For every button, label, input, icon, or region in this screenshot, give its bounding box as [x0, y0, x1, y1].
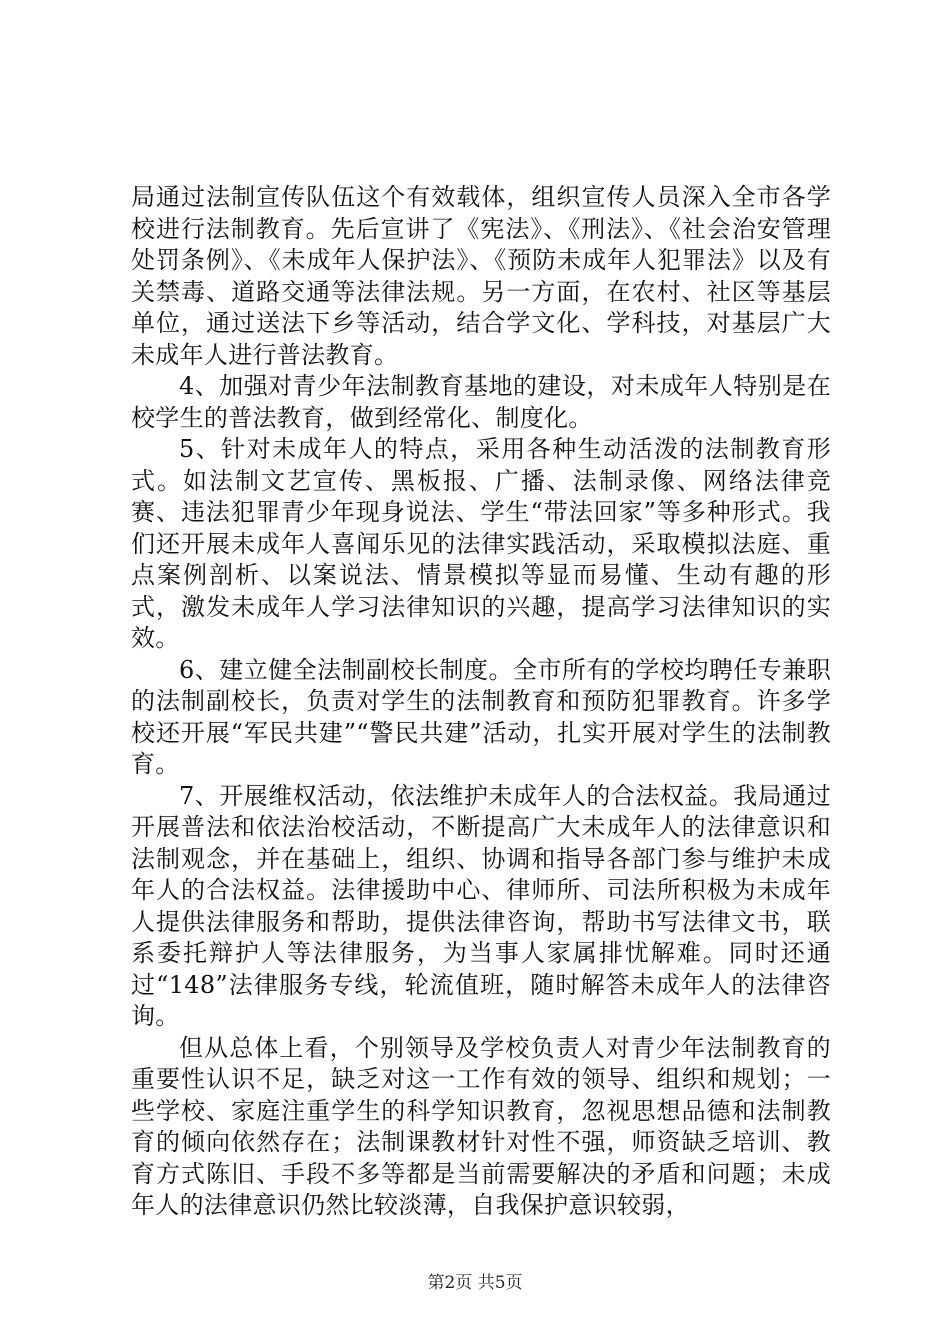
paragraph-item-6: 6、建立健全法制副校长制度。全市所有的学校均聘任专兼职的法制副校长，负责对学生的法制教育和预防犯罪教育。许多学校还开展“军民共建”“警民共建”活动，扎实开展对学生的法制教育。 — [131, 655, 831, 778]
paragraph-item-4: 4、加强对青少年法制教育基地的建设，对未成年人特别是在校学生的普法教育，做到经常化、制度化。 — [131, 372, 831, 432]
paragraph-item-7: 7、开展维权活动，依法维护未成年人的合法权益。我局通过开展普法和依法治校活动，不断提高广大未成年人的法律意识和法制观念，并在基础上，组织、协调和指导各部门参与维护未成年人的合法权益。法律援助中心、律师所、司法所积极为未成年人提供法律服务和帮助，提供法律咨询，帮助书写法律文书，联系委托辩护人等法律服务，为当事人家属排忧解难。同时还通过“148”法律服务专线，轮流值班，随时解答未成年人的法律咨询。 — [131, 781, 831, 1030]
paragraph-summary: 但从总体上看，个别领导及学校负责人对青少年法制教育的重要性认识不足，缺乏对这一工作有效的领导、组织和规划；一些学校、家庭注重学生的科学知识教育，忽视思想品德和法制教育的倾向依然存在；法制课教材针对性不强，师资缺乏培训、教育方式陈旧、手段不多等都是当前需要解决的矛盾和问题；未成年人的法律意识仍然比较淡薄，自我保护意识较弱， — [131, 1033, 831, 1219]
paragraph-item-5: 5、针对未成年人的特点，采用各种生动活泼的法制教育形式。如法制文艺宣传、黑板报、广播、法制录像、网络法律竞赛、违法犯罪青少年现身说法、学生“带法回家”等多种形式。我们还开展未成年人喜闻乐见的法律实践活动，采取模拟法庭、重点案例剖析、以案说法、情景模拟等显而易懂、生动有趣的形式，激发未成年人学习法律知识的兴趣，提高学习法律知识的实效。 — [131, 435, 831, 652]
document-body — [131, 182, 831, 1222]
paragraph-continuation: 局通过法制宣传队伍这个有效载体，组织宣传人员深入全市各学校进行法制教育。先后宣讲了《宪法》、《刑法》、《社会治安管理处罚条例》、《未成年人保护法》、《预防未成年人犯罪法》以及有关禁毒、道路交通等法律法规。另一方面，在农村、社区等基层单位，通过送法下乡等活动，结合学文化、学科技，对基层广大未成年人进行普法教育。 — [131, 183, 831, 369]
page-footer: 第2页 共5页 — [427, 1273, 523, 1293]
